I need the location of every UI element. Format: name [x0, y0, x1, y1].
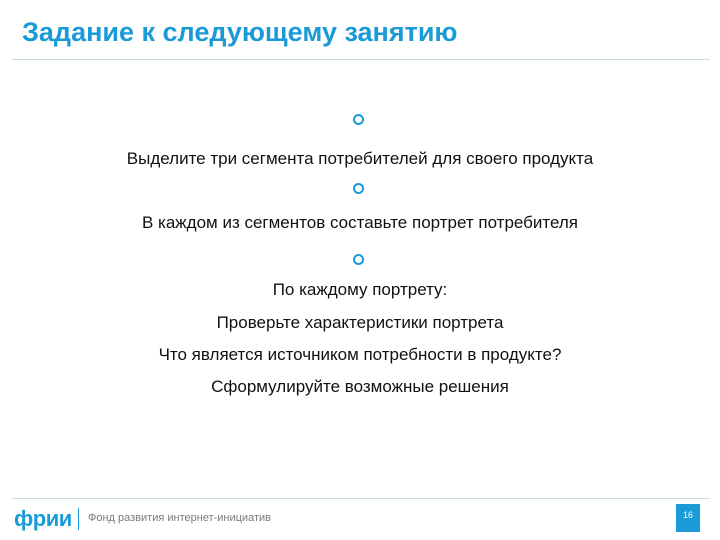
- task-subitem-1: Проверьте характеристики портрета: [216, 313, 504, 332]
- logo-divider: [78, 508, 79, 530]
- task-item-3-heading: По каждому портрету:: [272, 280, 448, 299]
- task-subitem-3: Сформулируйте возможные решения: [211, 377, 509, 396]
- task-item-2: В каждом из сегментов составьте портрет потребителя: [141, 213, 579, 232]
- title-divider: [12, 59, 710, 60]
- frii-logo: фрии: [14, 506, 72, 531]
- bullet-icon: [353, 114, 364, 125]
- task-item-1: Выделите три сегмента потребителей для своего продукта: [126, 149, 594, 168]
- bullet-icon: [353, 254, 364, 265]
- bullet-icon: [353, 183, 364, 194]
- footer-divider: [12, 498, 710, 499]
- page-number-badge: 16: [676, 504, 700, 532]
- foundation-name: Фонд развития интернет-инициатив: [88, 512, 271, 524]
- slide-title: Задание к следующему занятию: [22, 17, 458, 47]
- task-subitem-2: Что является источником потребности в продукте?: [158, 345, 562, 364]
